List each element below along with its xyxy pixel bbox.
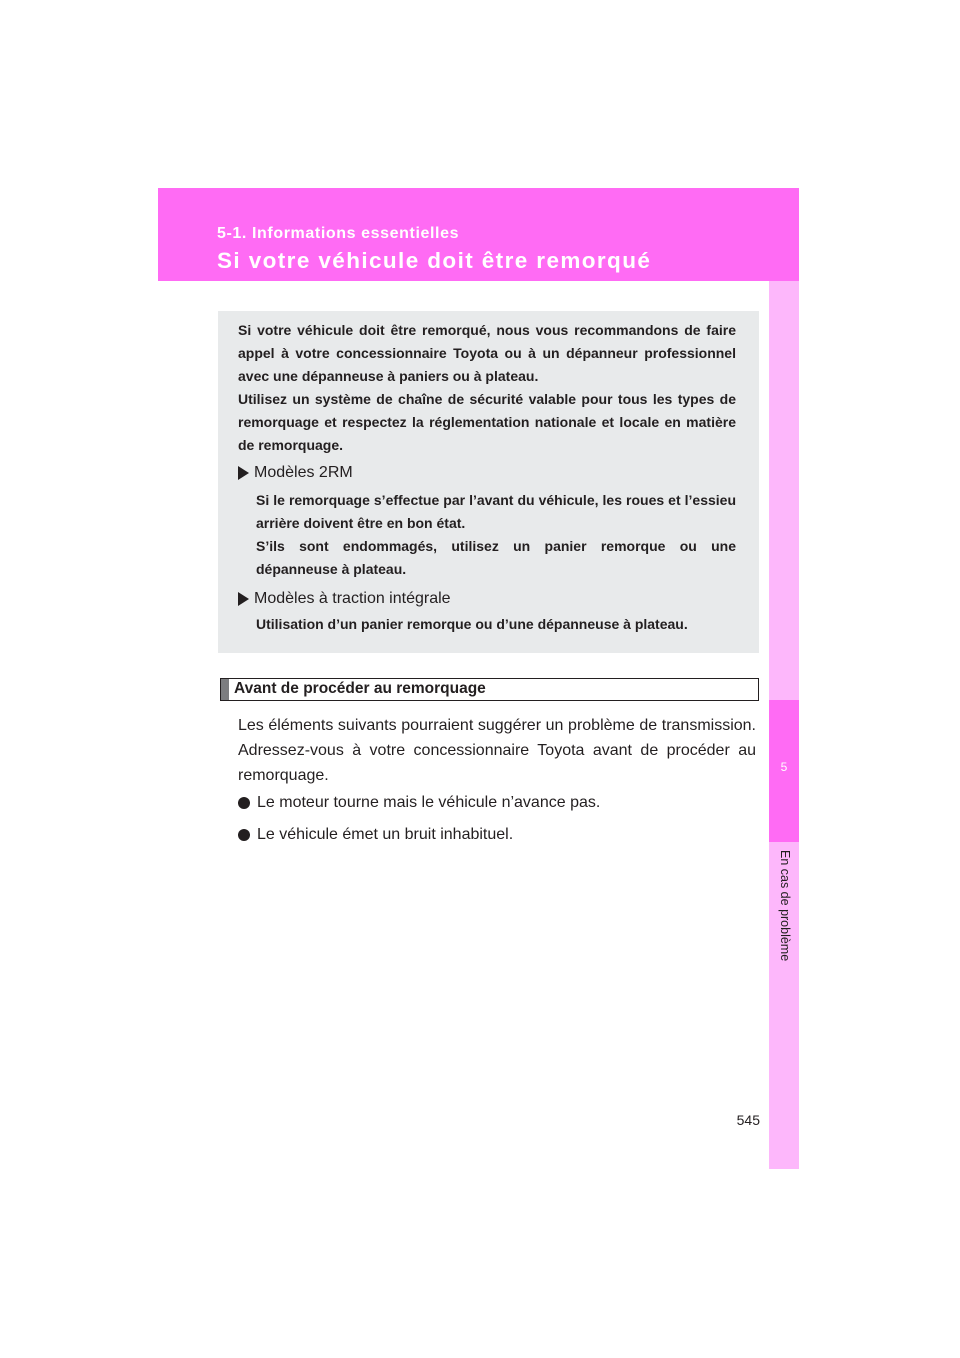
- model-heading-label: Modèles à traction intégrale: [254, 590, 451, 607]
- model-heading-awd: [238, 590, 451, 608]
- model-paragraph: Si le remorquage s’effectue par l’avant du véhicule, les roues et l’essieu arrière doivent être en bon état.: [256, 492, 736, 531]
- sub-heading: [220, 678, 759, 701]
- intro-text: [238, 319, 736, 457]
- sub-heading-marker: [221, 679, 229, 700]
- arrow-right-icon: [238, 592, 249, 606]
- bullet-text: Le véhicule émet un bruit inhabituel.: [257, 826, 514, 843]
- bullet-text: Le moteur tourne mais le véhicule n’avance pas.: [257, 794, 601, 811]
- body-text: Les éléments suivants pourraient suggérer un problème de transmission. Adressez-vous à votre concessionnaire Toyota avant de procéder au remorquage.: [238, 717, 756, 784]
- bullet-icon: [238, 829, 250, 841]
- bullet-item: [238, 826, 513, 844]
- page-title: Si votre véhicule doit être remorqué: [217, 248, 652, 273]
- intro-paragraph: Utilisez un système de chaîne de sécurité valable pour tous les types de remorquage et respectez la réglementation nationale et locale en matière de remorquage.: [238, 391, 736, 453]
- chapter-number: 5: [780, 760, 788, 774]
- model-text-2wd: [256, 489, 736, 581]
- intro-paragraph: Si votre véhicule doit être remorqué, nous vous recommandons de faire appel à votre concessionnaire Toyota ou à un dépanneur professionnel avec une dépanneuse à paniers ou à plateau.: [238, 322, 736, 384]
- model-paragraph: S’ils sont endommagés, utilisez un panier remorque ou une dépanneuse à plateau.: [256, 538, 736, 577]
- chapter-title: En cas de problème: [778, 850, 792, 962]
- model-heading-2wd: [238, 464, 353, 482]
- model-heading-label: Modèles 2RM: [254, 464, 353, 481]
- page-number: 545: [736, 1112, 760, 1128]
- section-label: 5-1. Informations essentielles: [217, 225, 460, 242]
- bullet-icon: [238, 797, 250, 809]
- model-text-awd: [256, 613, 736, 636]
- arrow-right-icon: [238, 466, 249, 480]
- bullet-item: [238, 794, 600, 812]
- sub-heading-text: Avant de procéder au remorquage: [234, 680, 486, 697]
- model-paragraph: Utilisation d’un panier remorque ou d’une dépanneuse à plateau.: [256, 616, 688, 632]
